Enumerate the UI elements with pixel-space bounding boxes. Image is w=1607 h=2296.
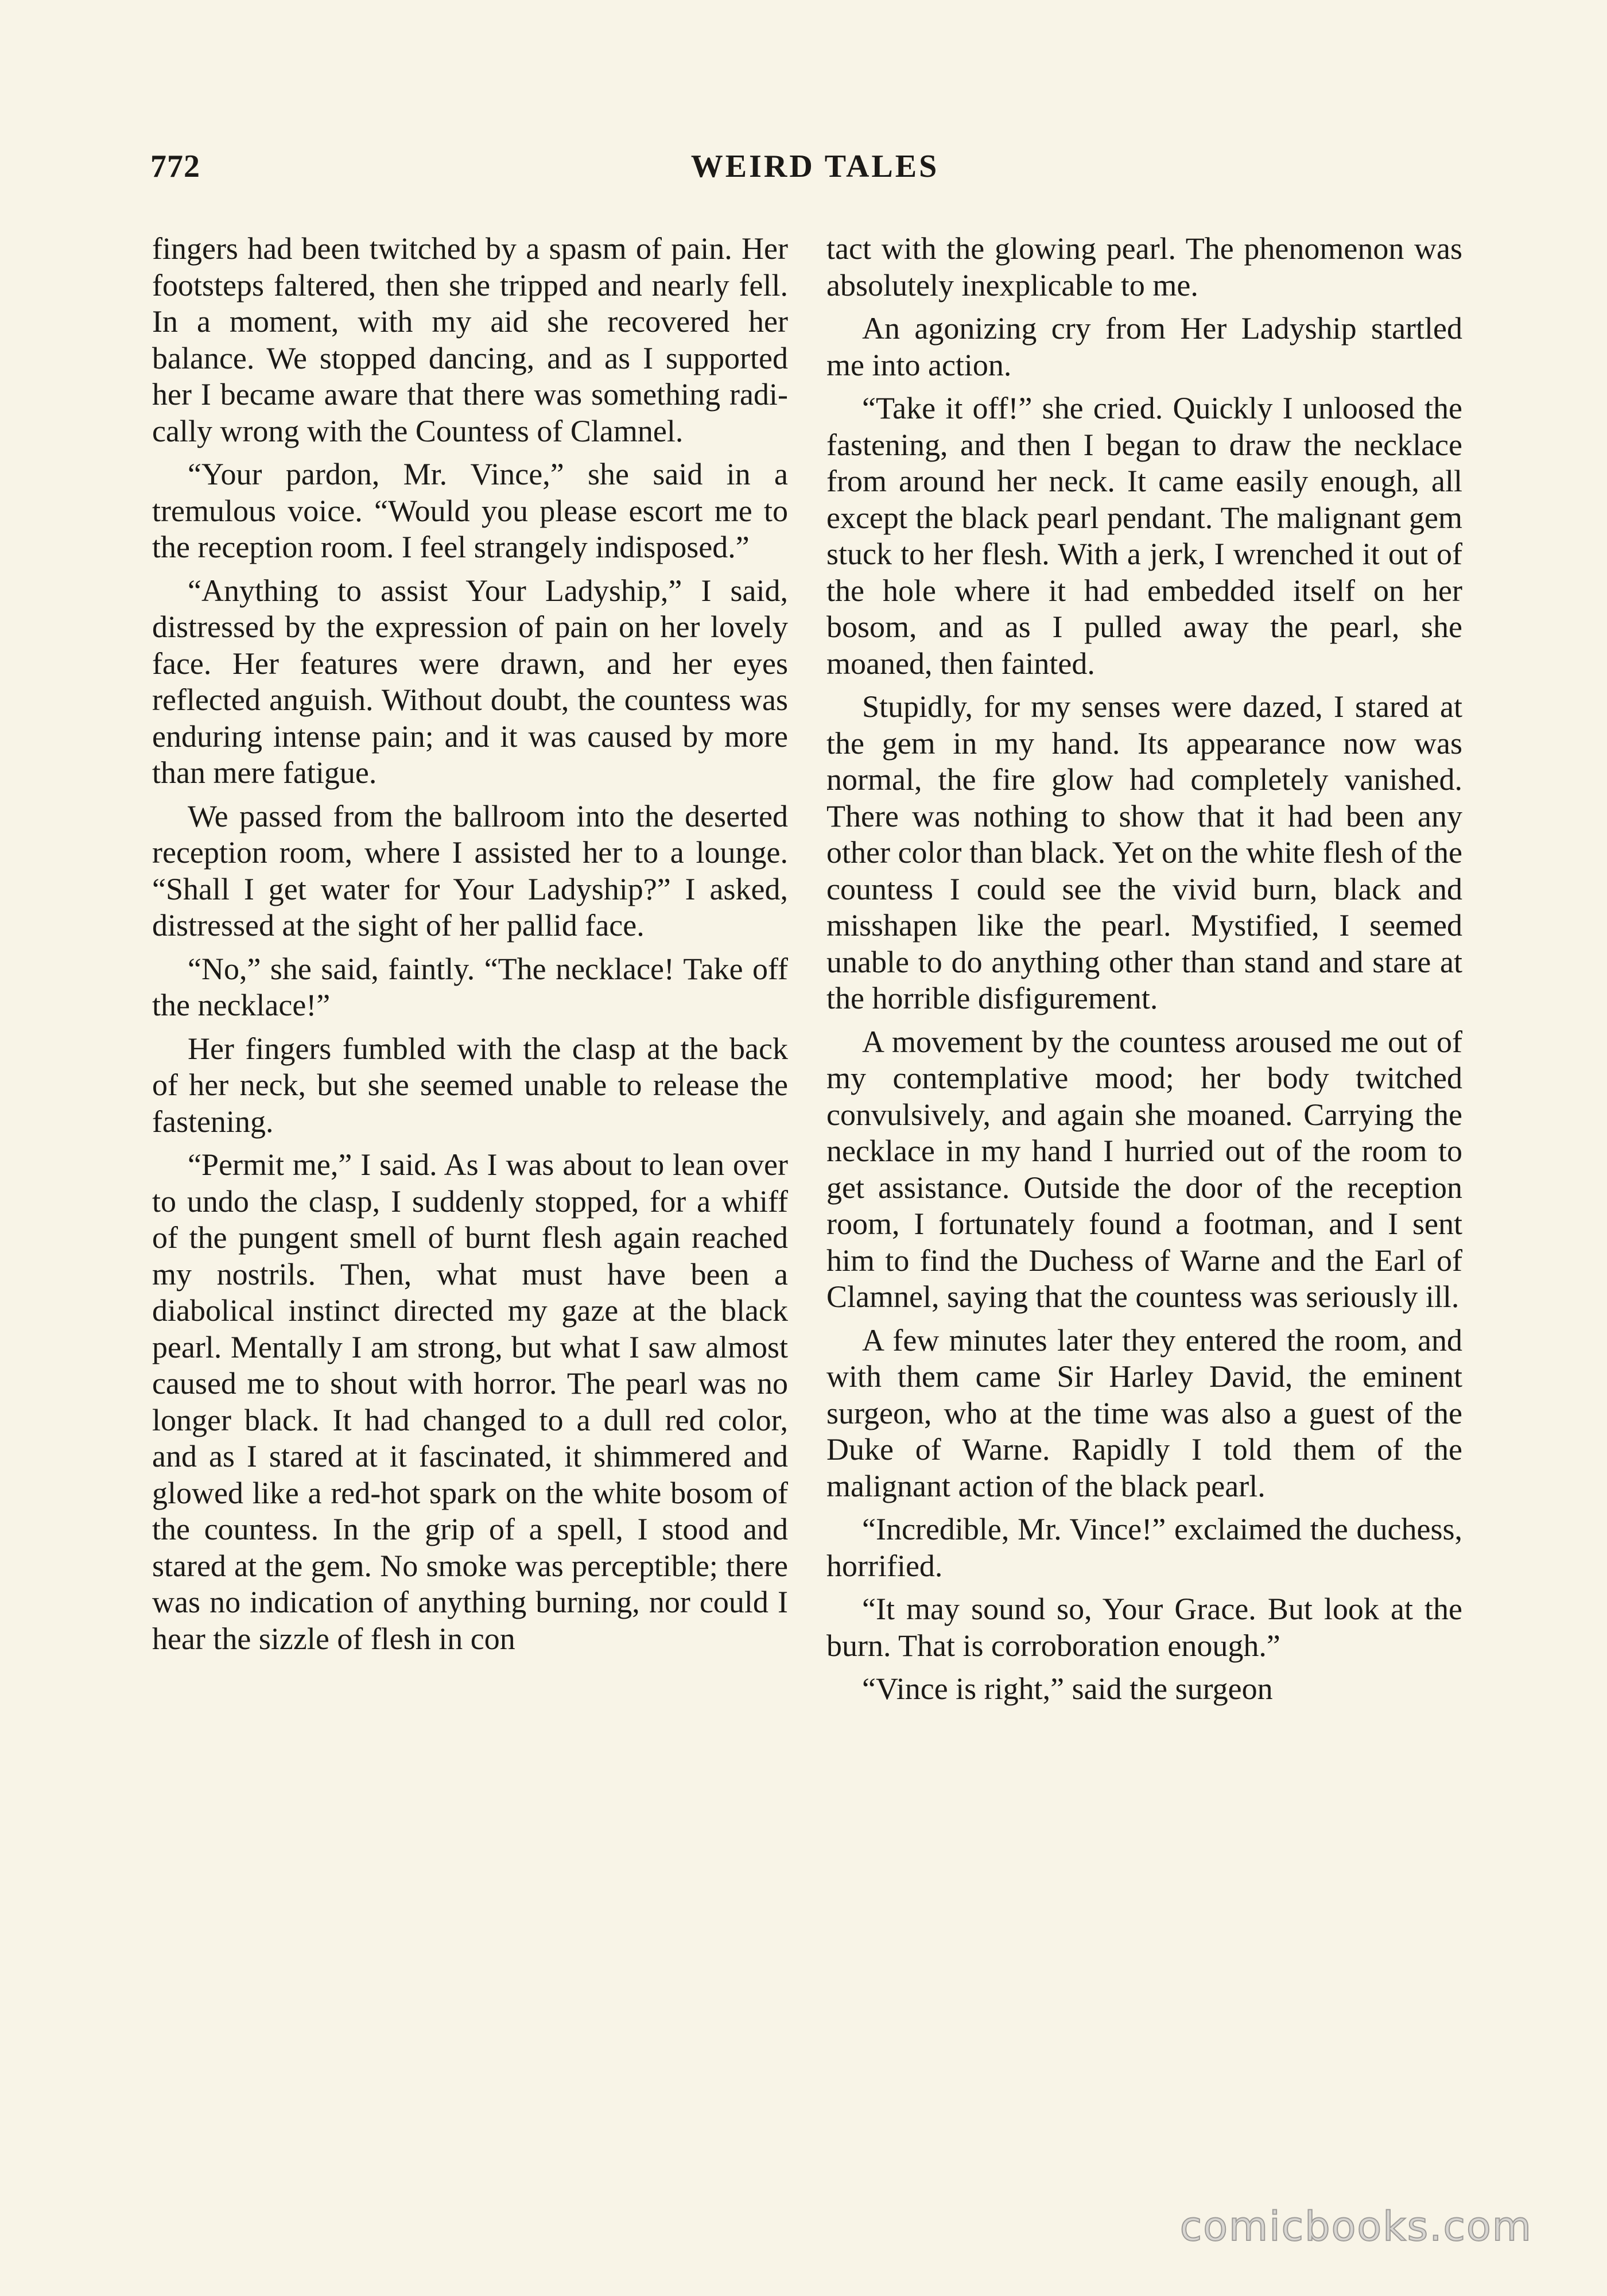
paragraph: “Your pardon, Mr. Vince,” she said in a tremulous voice. “Would you please escort me to the reception room. I feel strangely indisposed.” <box>152 457 788 564</box>
right-column <box>826 231 1462 1715</box>
running-head: WEIRD TALES <box>690 149 940 184</box>
left-column <box>152 231 788 1664</box>
paragraph: We passed from the ballroom into the deserted reception room, where I assisted her to a lounge. “Shall I get water for Your Ladyship?” I asked, distressed at the sight of her pallid face. <box>152 798 788 943</box>
paragraph: A few minutes later they entered the room, and with them came Sir Harley David, the eminent surgeon, who at the time was also a guest of the Duke of Warne. Rapidly I told them of the malignant action of the black pearl. <box>826 1322 1462 1503</box>
paragraph: “Take it off!” she cried. Quickly I unloosed the fastening, and then I began to draw the necklace from around her neck. It came easily enough, all except the black pearl pendant. The malignant gem stuck to her flesh. With a jerk, I wrenched it out of the hole where it had embedded itself on her bosom, and as I pulled away the pearl, she moaned, then fainted. <box>826 391 1462 681</box>
paragraph: Her fingers fumbled with the clasp at the back of her neck, but she seemed unable to release the fastening. <box>152 1031 788 1139</box>
page-number: 772 <box>150 149 200 184</box>
paragraph: “Permit me,” I said. As I was about to lean over to undo the clasp, I suddenly stopped, for a whiff of the pungent smell of burnt flesh again reached my nostrils. Then, what must have been a diabolical instinct directed my gaze at the black pearl. Mentally I am strong, but what I saw almost caused me to shout with horror. The pearl was no longer black. It had changed to a dull red color, and as I stared at it fascinated, it shimmered and glowed like a red-hot spark on the white bosom of the countess. In the grip of a spell, I stood and stared at the gem. No smoke was perceptible; there was no indication of anything burning, nor could I hear the sizzle of flesh in con <box>152 1147 788 1656</box>
watermark: comicbooks.com <box>1179 2203 1532 2250</box>
paragraph: “Incredible, Mr. Vince!” exclaimed the duchess, horrified. <box>826 1512 1462 1583</box>
paragraph: Stupidly, for my senses were dazed, I stared at the gem in my hand. Its appearance now was normal, the fire glow had completely vanished. There was nothing to show that it had been any other color than black. Yet on the white flesh of the countess I could see the vivid burn, black and misshapen like the pearl. Mystified, I seemed unable to do anything other than stand and stare at the horrible disfigurement. <box>826 689 1462 1015</box>
paragraph: “No,” she said, faintly. “The necklace! Take off the necklace!” <box>152 951 788 1022</box>
paragraph: fingers had been twitched by a spasm of pain. Her footsteps faltered, then she tripped and nearly fell. In a moment, with my aid she recovered her balance. We stopped dancing, and as I supported her I became aware that there was something radically wrong with the Countess of Clamnel. <box>152 231 788 448</box>
paragraph: “Anything to assist Your Ladyship,” I said, distressed by the expression of pain on her lovely face. Her features were drawn, and her eyes reflected anguish. Without doubt, the countess was enduring intense pain; and it was caused by more than mere fatigue. <box>152 573 788 790</box>
paragraph: “Vince is right,” said the surgeon <box>862 1671 1273 1706</box>
paragraph: tact with the glowing pearl. The phenomenon was absolutely inexplicable to me. <box>826 231 1462 302</box>
paragraph: A movement by the countess aroused me out of my contemplative mood; her body twitched convulsively, and again she moaned. Carrying the necklace in my hand I hurried out of the room to get assistance. Outside the door of the reception room, I fortunately found a footman, and I sent him to find the Duchess of Warne and the Earl of Clamnel, saying that the countess was seriously ill. <box>826 1024 1462 1314</box>
paragraph: An agonizing cry from Her Ladyship startled me into action. <box>826 311 1462 382</box>
paragraph: “It may sound so, Your Grace. But look at the burn. That is corroboration enough.” <box>826 1592 1462 1663</box>
